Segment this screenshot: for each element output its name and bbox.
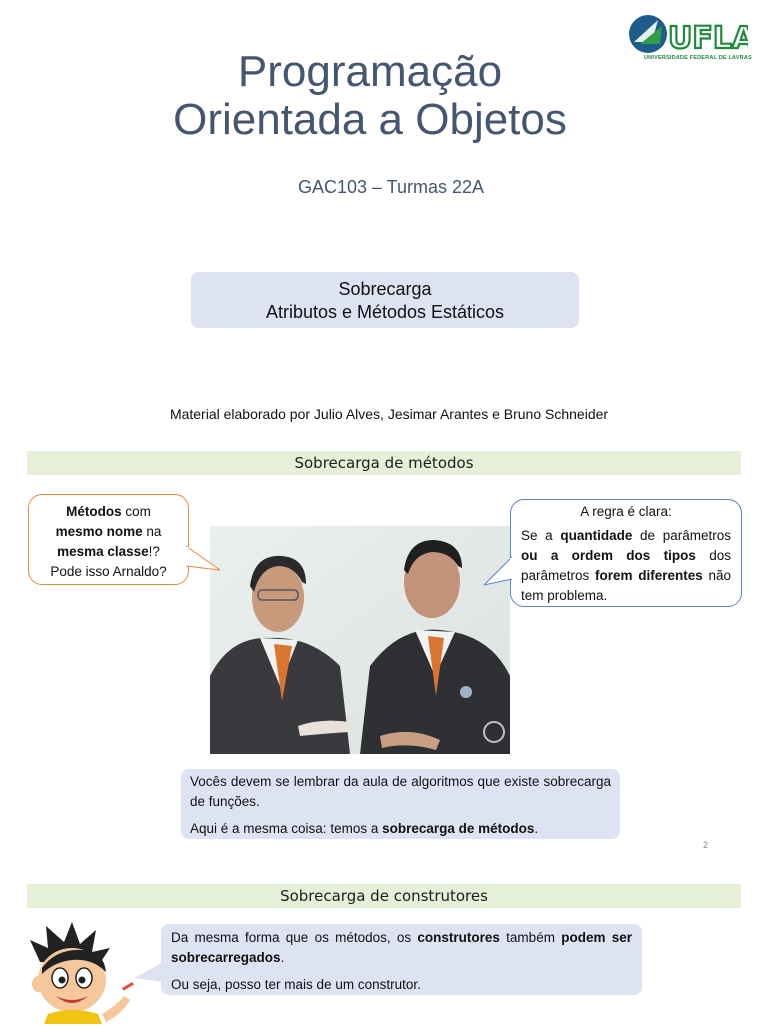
- note2-tail: [134, 962, 164, 984]
- logo-subtext: UNIVERSIDADE FEDERAL DE LAVRAS: [644, 55, 752, 61]
- section-header-constructors: Sobrecarga de construtores: [27, 884, 741, 908]
- topic-box: [191, 272, 579, 328]
- note-text: .: [534, 821, 539, 836]
- bubble-text: com: [121, 504, 151, 519]
- note1-paragraph-2: [190, 819, 611, 839]
- cartoon-boy-illustration: [26, 922, 136, 1024]
- right-bubble-tail: [484, 555, 514, 587]
- note-text: também: [499, 930, 562, 945]
- bubble-bold-methods: Métodos: [66, 504, 122, 519]
- rule-text-part: Se a: [521, 528, 561, 543]
- note1-paragraph-1: Vocês devem se lembrar da aula de algoritmos que existe sobrecarga de funções.: [190, 774, 611, 809]
- note-text: .: [280, 950, 285, 965]
- note-bold: podem ser sobrecarregados: [171, 930, 632, 965]
- rule-bold-order: ou a ordem dos tipos: [521, 548, 696, 563]
- rule-bold-quantity: quantidade: [560, 528, 633, 543]
- rule-text-part: de parâmetros: [632, 528, 731, 543]
- note-bold: construtores: [417, 930, 500, 945]
- left-bubble-tail: [186, 544, 222, 574]
- bubble-bold-same-class: mesma classe: [57, 544, 149, 559]
- note-text: Aqui é a mesma coisa: temos a: [190, 821, 383, 836]
- rule-heading: A regra é clara:: [580, 504, 672, 519]
- left-speech-bubble: [28, 494, 189, 585]
- bubble-text: !?: [148, 544, 160, 559]
- course-subtitle: GAC103 – Turmas 22A: [297, 177, 485, 197]
- note-box-algorithms: [181, 769, 620, 839]
- bubble-question: Pode isso Arnaldo?: [50, 564, 167, 579]
- authors-line: Material elaborado por Julio Alves, Jesimar Arantes e Bruno Schneider: [169, 406, 609, 422]
- logo-wordmark: UFLA: [668, 21, 748, 56]
- title-line-1: Programação: [237, 47, 503, 96]
- rule-text-part: não tem problema.: [521, 568, 731, 603]
- note2-paragraph-2: Ou seja, posso ter mais de um construtor.: [171, 977, 421, 992]
- note2-paragraph-1: [171, 928, 632, 968]
- note-text: Da mesma forma que os métodos, os: [171, 930, 418, 945]
- bubble-text: na: [142, 524, 162, 539]
- topic-line-2: Atributos e Métodos Estáticos: [265, 302, 505, 322]
- bubble-bold-same-name: mesmo nome: [55, 524, 143, 539]
- section-header-methods: Sobrecarga de métodos: [27, 451, 741, 475]
- right-speech-bubble: [510, 499, 742, 607]
- rule-text-part: dos parâmetros: [521, 548, 731, 583]
- commentators-photo: [210, 526, 510, 754]
- rule-text: [521, 526, 731, 606]
- note-bold: sobrecarga de métodos: [382, 821, 535, 836]
- title-line-2: Orientada a Objetos: [173, 95, 567, 144]
- topic-line-1: Sobrecarga: [338, 279, 432, 299]
- note-box-constructors: [161, 924, 642, 995]
- rule-bold-different: forem diferentes: [595, 568, 703, 583]
- page-number: 2: [703, 840, 709, 850]
